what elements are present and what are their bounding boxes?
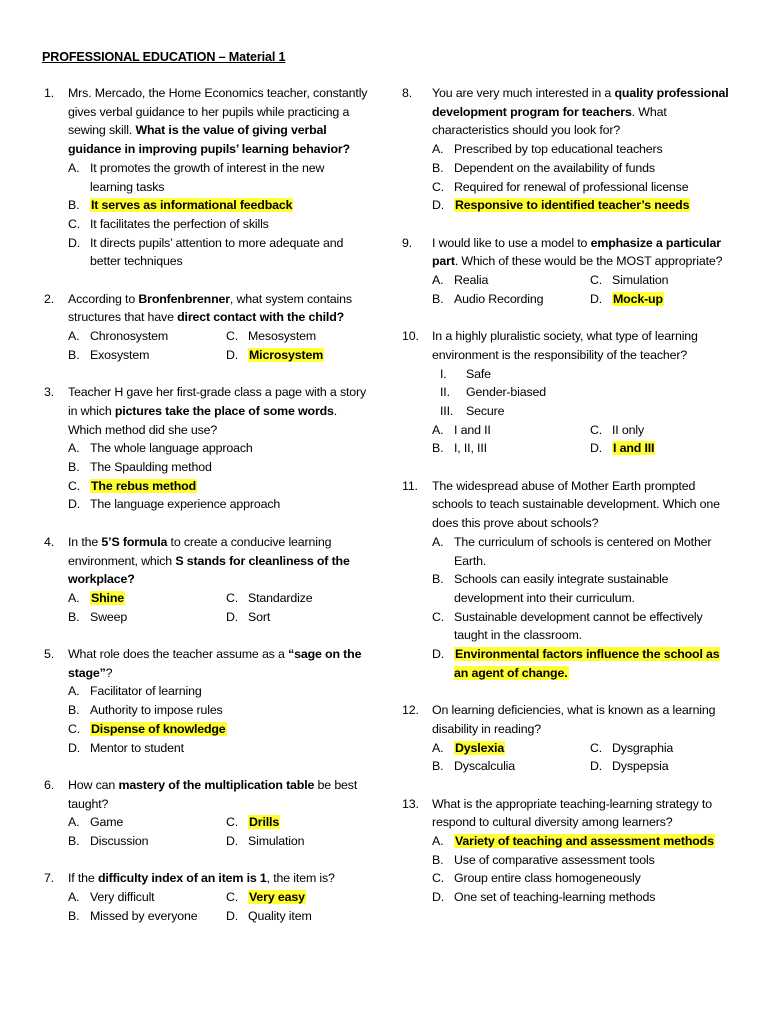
- answer-option: [432, 196, 734, 215]
- answer-option: [68, 813, 226, 832]
- correct-answer: Environmental factors influence the school as an agent of change.: [454, 647, 720, 680]
- correct-answer: Dispense of knowledge: [91, 721, 226, 736]
- answer-option: [432, 439, 590, 458]
- option-text: Authority to impose rules: [90, 703, 223, 718]
- stem-text: On learning deficiencies, what is known as a learning disability in reading?: [432, 703, 716, 736]
- option-letter: B.: [432, 852, 444, 867]
- answer-option: [432, 832, 734, 851]
- option-letter: B.: [432, 160, 444, 175]
- option-text: I and II: [454, 422, 491, 437]
- option-text: Schools can easily integrate sustainable development into their curriculum.: [454, 572, 669, 605]
- option-text: It directs pupils’ attention to more adequate and better techniques: [90, 235, 344, 269]
- option-text: Very difficult: [90, 890, 155, 905]
- option-text: Discussion: [90, 834, 149, 849]
- option-text: The whole language approach: [90, 441, 253, 456]
- question-stem: [432, 234, 734, 271]
- stem-text: In a highly pluralistic society, what type of learning environment is the responsibility of the teacher?: [432, 329, 698, 362]
- answer-options: [432, 533, 734, 683]
- option-letter: A.: [432, 740, 444, 755]
- stem-emphasis: difficulty index of an item is 1: [97, 871, 267, 886]
- option-letter: C.: [226, 329, 239, 344]
- option-letter: C.: [226, 815, 239, 830]
- option-text: One set of teaching-learning methods: [454, 890, 656, 905]
- stem-text: I would like to use a model to: [432, 235, 591, 250]
- answer-option: [68, 346, 226, 365]
- answer-option: [68, 888, 226, 907]
- option-letter: D.: [68, 235, 81, 250]
- option-text: Dependent on the availability of funds: [454, 160, 655, 175]
- stem-text: How can: [68, 777, 119, 792]
- option-letter: B.: [68, 609, 80, 624]
- question-stem: [68, 776, 370, 813]
- answer-option: [590, 271, 750, 290]
- question-number: 13.: [402, 796, 419, 811]
- answer-options: [432, 271, 734, 308]
- correct-answer: I and III: [613, 441, 655, 456]
- stem-emphasis: mastery of the multiplication table: [118, 777, 315, 792]
- answer-options: [432, 739, 734, 776]
- correct-answer: Variety of teaching and assessment methods: [455, 834, 714, 849]
- stem-emphasis: What is the value of giving verbal guidance in improving pupils’ learning behavior?: [68, 123, 350, 157]
- option-letter: C.: [432, 871, 445, 886]
- option-letter: B.: [432, 441, 444, 456]
- answer-option: [68, 495, 370, 514]
- question-10: [404, 327, 734, 458]
- stem-emphasis: S stands for cleanliness of the workplace?: [68, 553, 350, 587]
- question-stem: [68, 383, 370, 439]
- question-9: [404, 234, 734, 309]
- roman-numeral: III.: [440, 403, 454, 418]
- option-letter: A.: [68, 590, 80, 605]
- answer-options: [68, 813, 370, 850]
- stem-text: to create a conducive learning environment, which: [68, 534, 332, 568]
- option-letter: A.: [432, 534, 444, 549]
- roman-item: [432, 365, 734, 384]
- correct-answer: Microsystem: [249, 347, 324, 362]
- roman-text: Safe: [466, 366, 491, 381]
- option-letter: A.: [68, 815, 80, 830]
- roman-item: [432, 383, 734, 402]
- question-number: 2.: [44, 291, 55, 306]
- question-2: [40, 290, 370, 365]
- answer-options: [68, 682, 370, 757]
- option-letter: C.: [590, 740, 603, 755]
- correct-answer: Very easy: [249, 890, 305, 905]
- answer-options: [68, 439, 370, 514]
- option-text: Simulation: [248, 834, 305, 849]
- option-text: Exosystem: [90, 347, 150, 362]
- answer-options: [432, 832, 734, 907]
- option-letter: D.: [590, 759, 603, 774]
- left-column: [40, 84, 370, 944]
- option-letter: C.: [68, 216, 81, 231]
- question-number: 11.: [402, 478, 418, 493]
- option-letter: D.: [226, 834, 239, 849]
- option-letter: A.: [432, 273, 444, 288]
- answer-option: [432, 570, 734, 607]
- correct-answer: The rebus method: [91, 478, 196, 493]
- option-letter: A.: [68, 441, 80, 456]
- question-stem: [432, 84, 734, 140]
- option-text: Use of comparative assessment tools: [454, 852, 655, 867]
- answer-options: [68, 589, 370, 626]
- question-4: [40, 533, 370, 627]
- question-number: 8.: [402, 86, 413, 100]
- option-text: Sort: [248, 609, 271, 624]
- answer-option: [68, 832, 226, 851]
- option-letter: A.: [432, 834, 444, 849]
- answer-option: [432, 851, 734, 870]
- question-7: [40, 869, 370, 925]
- question-13: [404, 795, 734, 907]
- answer-option: [226, 608, 386, 627]
- stem-emphasis: quality professional development program for teachers: [432, 86, 729, 119]
- option-text: Prescribed by top educational teachers: [454, 142, 663, 157]
- answer-option: [226, 813, 386, 832]
- question-number: 9.: [402, 235, 413, 250]
- option-text: Sustainable development cannot be effectively taught in the classroom.: [454, 609, 703, 643]
- option-letter: C.: [226, 890, 239, 905]
- stem-text: The widespread abuse of Mother Earth prompted schools to teach sustainable development. Which one does this prove about schools?: [432, 478, 720, 531]
- question-stem: [68, 645, 370, 682]
- option-letter: A.: [432, 422, 444, 437]
- option-letter: B.: [68, 460, 80, 475]
- question-stem: [432, 327, 734, 364]
- answer-option: [68, 720, 370, 739]
- answer-option: [432, 271, 590, 290]
- correct-answer: Dyslexia: [455, 740, 505, 755]
- question-number: 4.: [44, 534, 55, 549]
- answer-option: [432, 159, 734, 178]
- right-column: [404, 84, 734, 926]
- stem-text: If the: [68, 871, 98, 886]
- option-letter: C.: [590, 422, 603, 437]
- answer-option: [68, 215, 370, 234]
- stem-text: Mrs. Mercado, the Home Economics teacher, constantly gives verbal guidance to her pupils while practicing a sewing skill.: [68, 86, 368, 138]
- option-letter: A.: [68, 890, 80, 905]
- stem-emphasis: “sage on the stage”: [68, 647, 362, 680]
- option-text: Mesosystem: [248, 329, 317, 344]
- answer-option: [68, 327, 226, 346]
- question-stem: [432, 701, 734, 738]
- answer-option: [68, 439, 370, 458]
- question-stem: [68, 84, 370, 159]
- question-stem: [432, 477, 734, 533]
- answer-option: [432, 645, 734, 682]
- answer-option: [432, 869, 734, 888]
- option-text: Dyscalculia: [454, 759, 516, 774]
- option-text: Chronosystem: [90, 329, 169, 344]
- correct-answer: Shine: [91, 590, 124, 605]
- option-text: Mentor to student: [90, 740, 184, 755]
- answer-option: [432, 178, 734, 197]
- option-text: Audio Recording: [454, 291, 544, 306]
- option-letter: B.: [68, 198, 80, 213]
- option-text: Sweep: [90, 609, 128, 624]
- stem-text: be best taught?: [68, 777, 358, 811]
- question-number: 12.: [402, 703, 419, 718]
- question-number: 1.: [44, 86, 55, 100]
- answer-option: [68, 589, 226, 608]
- option-letter: D.: [226, 347, 239, 362]
- option-letter: C.: [432, 609, 445, 624]
- option-letter: B.: [68, 908, 80, 923]
- answer-option: [226, 589, 386, 608]
- question-number: 7.: [44, 871, 55, 886]
- answer-option: [68, 159, 370, 196]
- question-1: [40, 84, 370, 271]
- question-8: [404, 84, 734, 215]
- option-letter: D.: [432, 890, 445, 905]
- answer-option: [432, 533, 734, 570]
- option-text: Standardize: [248, 590, 313, 605]
- stem-text: . What characteristics should you look for?: [432, 104, 667, 138]
- stem-emphasis: direct contact with the child?: [177, 310, 345, 325]
- option-letter: B.: [432, 572, 444, 587]
- option-letter: A.: [68, 160, 80, 175]
- answer-option: [68, 477, 370, 496]
- option-letter: D.: [68, 740, 81, 755]
- option-letter: B.: [68, 834, 80, 849]
- answer-options: [432, 140, 734, 215]
- answer-option: [226, 832, 386, 851]
- answer-option: [590, 439, 750, 458]
- answer-option: [68, 682, 370, 701]
- page-title: PROFESSIONAL EDUCATION – Material 1: [42, 50, 286, 64]
- option-text: Dysgraphia: [612, 740, 674, 755]
- question-number: 10.: [402, 329, 419, 344]
- answer-option: [432, 888, 734, 907]
- option-text: Realia: [454, 273, 489, 288]
- stem-text: . Which of these would be the MOST appropriate?: [454, 254, 723, 269]
- answer-option: [68, 608, 226, 627]
- option-letter: D.: [432, 647, 445, 662]
- option-letter: B.: [432, 759, 444, 774]
- stem-emphasis: pictures take the place of some words: [114, 403, 334, 418]
- answer-options: [68, 888, 370, 925]
- question-number: 6.: [44, 777, 55, 792]
- answer-option: [68, 701, 370, 720]
- option-letter: D.: [226, 609, 239, 624]
- answer-option: [432, 739, 590, 758]
- stem-text: According to: [68, 291, 139, 306]
- question-6: [40, 776, 370, 851]
- answer-option: [432, 140, 734, 159]
- question-12: [404, 701, 734, 776]
- stem-text: ?: [105, 665, 113, 680]
- roman-text: Secure: [466, 403, 505, 418]
- option-text: Simulation: [612, 273, 669, 288]
- answer-option: [68, 458, 370, 477]
- answer-option: [432, 608, 734, 645]
- answer-option: [226, 327, 386, 346]
- stem-text: What is the appropriate teaching-learning strategy to respond to cultural diversity among learners?: [432, 796, 712, 830]
- stem-text: , the item is?: [266, 871, 335, 886]
- question-stem: [432, 795, 734, 832]
- answer-options: [68, 327, 370, 364]
- option-text: The curriculum of schools is centered on Mother Earth.: [454, 534, 712, 568]
- answer-option: [590, 290, 750, 309]
- option-text: The language experience approach: [90, 497, 281, 512]
- answer-option: [590, 757, 750, 776]
- answer-option: [590, 739, 750, 758]
- answer-option: [226, 888, 386, 907]
- correct-answer: It serves as informational feedback: [91, 198, 293, 213]
- option-letter: C.: [68, 478, 81, 493]
- question-number: 3.: [44, 385, 55, 400]
- stem-text: Teacher H gave her first-grade class a page with a story in which: [68, 385, 367, 418]
- option-letter: D.: [68, 497, 81, 512]
- option-text: Quality item: [248, 908, 312, 923]
- answer-option: [432, 757, 590, 776]
- option-letter: A.: [68, 329, 80, 344]
- stem-text: You are very much interested in a: [432, 86, 615, 100]
- option-letter: C.: [226, 590, 239, 605]
- question-number: 5.: [44, 647, 55, 662]
- option-text: Group entire class homogeneously: [454, 871, 641, 886]
- stem-text: . Which method did she use?: [68, 403, 338, 437]
- answer-option: [68, 907, 226, 926]
- option-text: Missed by everyone: [90, 908, 198, 923]
- question-5: [40, 645, 370, 757]
- question-stem: [68, 290, 370, 327]
- option-text: Dyspepsia: [612, 759, 669, 774]
- option-text: It promotes the growth of interest in the new learning tasks: [90, 160, 325, 194]
- answer-option: [432, 421, 590, 440]
- answer-options: [432, 421, 734, 458]
- correct-answer: Mock-up: [613, 291, 663, 306]
- option-text: Game: [90, 815, 124, 830]
- stem-text: In the: [68, 534, 102, 549]
- option-letter: A.: [432, 142, 444, 157]
- option-text: I, II, III: [454, 441, 487, 456]
- stem-text: What role does the teacher assume as a: [68, 647, 289, 662]
- option-text: Facilitator of learning: [90, 684, 202, 699]
- roman-numeral: I.: [440, 366, 447, 381]
- option-letter: B.: [68, 703, 80, 718]
- option-text: II only: [612, 422, 645, 437]
- answer-option: [226, 346, 386, 365]
- question-11: [404, 477, 734, 683]
- stem-emphasis: emphasize a particular part: [432, 235, 721, 269]
- roman-text: Gender-biased: [466, 385, 547, 400]
- stem-text: , what system contains structures that have: [68, 291, 352, 325]
- correct-answer: Drills: [249, 815, 280, 830]
- option-letter: D.: [590, 441, 603, 456]
- question-stem: [68, 533, 370, 589]
- answer-option: [432, 290, 590, 309]
- option-letter: C.: [68, 721, 81, 736]
- answer-options: [68, 159, 370, 271]
- answer-option: [226, 907, 386, 926]
- answer-option: [68, 196, 370, 215]
- option-text: Required for renewal of professional license: [454, 179, 689, 194]
- option-letter: C.: [432, 179, 445, 194]
- option-letter: B.: [68, 347, 80, 362]
- option-letter: D.: [432, 198, 445, 213]
- roman-item: [432, 402, 734, 421]
- answer-option: [68, 739, 370, 758]
- question-stem: [68, 869, 370, 888]
- answer-option: [68, 234, 370, 271]
- option-text: The Spaulding method: [90, 460, 212, 475]
- answer-option: [590, 421, 750, 440]
- correct-answer: Responsive to identified teacher’s needs: [455, 198, 690, 213]
- option-letter: D.: [590, 291, 603, 306]
- option-letter: A.: [68, 684, 80, 699]
- question-3: [40, 383, 370, 514]
- roman-numeral: II.: [440, 385, 450, 400]
- option-text: It facilitates the perfection of skills: [90, 216, 269, 231]
- option-letter: C.: [590, 273, 603, 288]
- option-letter: B.: [432, 291, 444, 306]
- stem-emphasis: 5’S formula: [101, 534, 168, 549]
- stem-emphasis: Bronfenbrenner: [138, 291, 230, 306]
- option-letter: D.: [226, 908, 239, 923]
